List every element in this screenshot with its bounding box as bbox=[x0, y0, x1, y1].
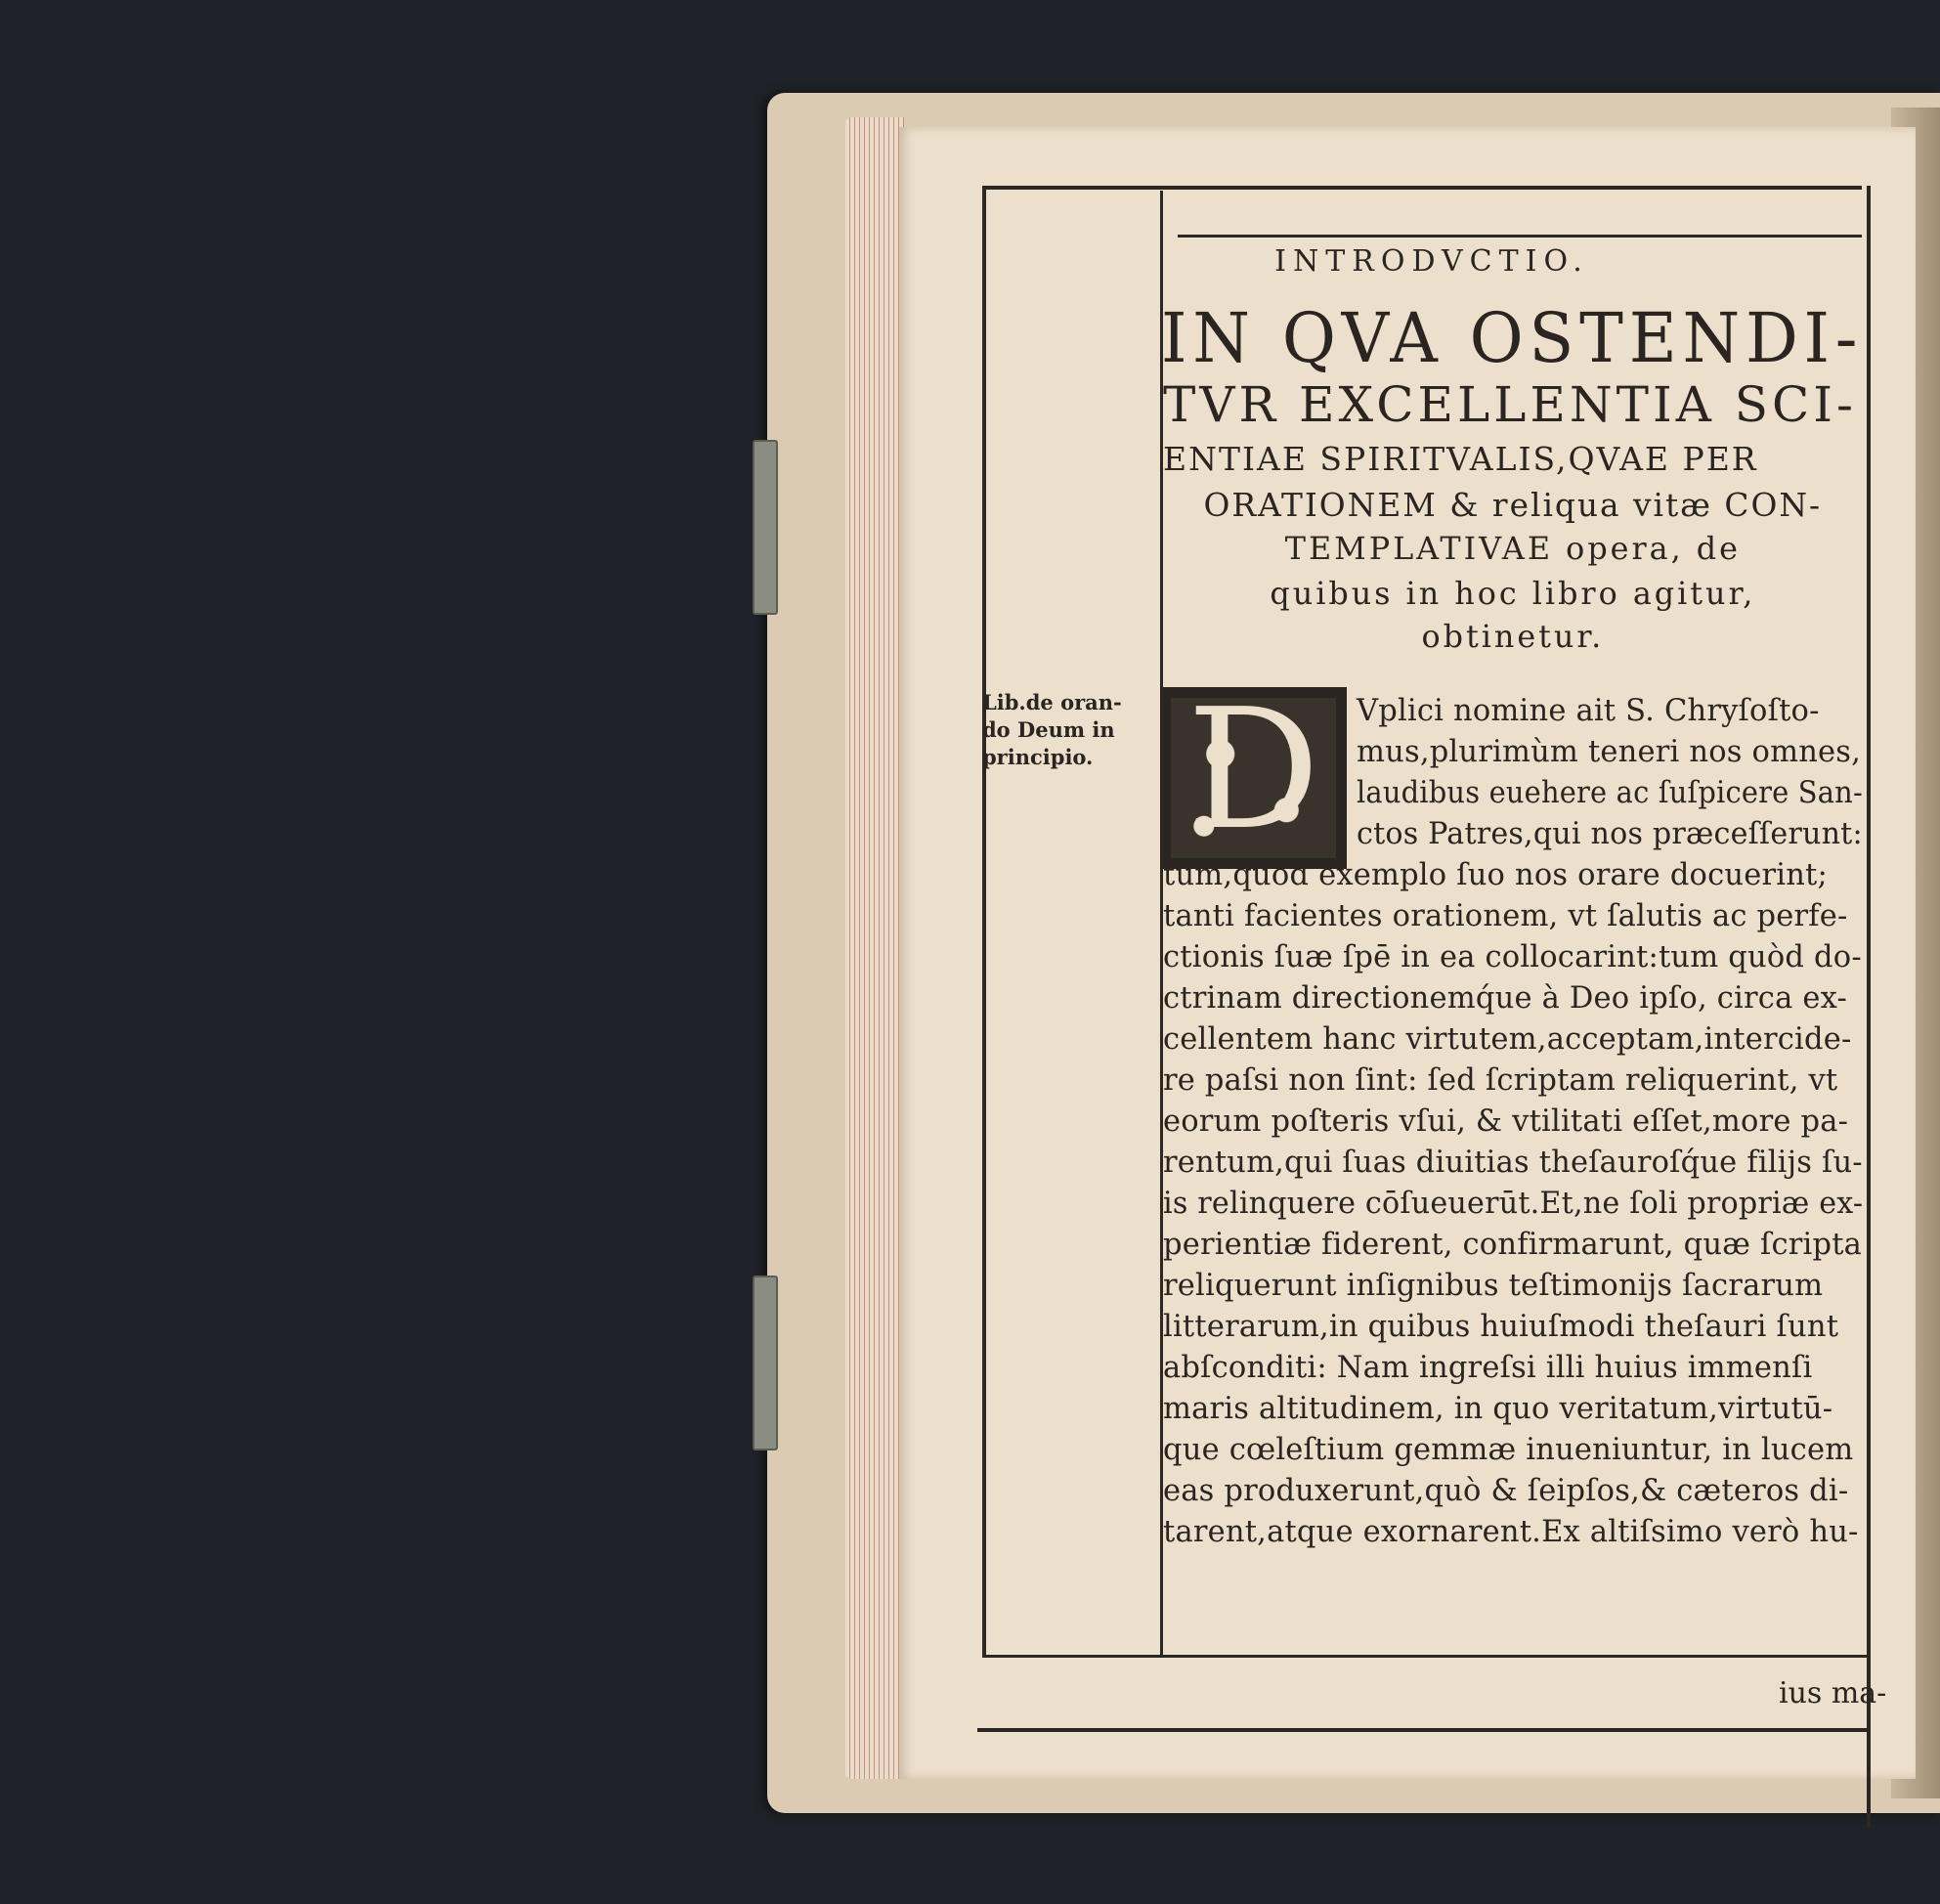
title-line-5: TEMPLATIVAE opera, de bbox=[1284, 530, 1741, 567]
body-line: tum,quòd exemplo ſuo nos orare docuerint; bbox=[1163, 858, 1828, 892]
body-line: reliquerunt inſignibus teſtimonijs ſacrarum bbox=[1163, 1269, 1824, 1303]
body-line: que cœleſtium gemmæ inueniuntur, in lucem bbox=[1163, 1433, 1854, 1467]
decorated-initial bbox=[1160, 673, 1347, 869]
margin-note-line: do Deum in bbox=[982, 717, 1115, 742]
body-line: tanti facientes orationem, vt ſalutis ac perfe- bbox=[1163, 899, 1848, 933]
body-line: re paſsi non ſint: ſed ſcriptam reliquerint, vt bbox=[1163, 1063, 1838, 1098]
section-label: INTRODVCTIO. bbox=[1274, 244, 1589, 279]
body-line: rentum,qui ſuas diuitias theſauroſq́ue filijs ſu- bbox=[1163, 1146, 1863, 1180]
body-line: is relinquere cōſueuerūt.Et,ne ſoli propriæ ex- bbox=[1163, 1187, 1864, 1221]
title-line-7: obtinetur. bbox=[1421, 618, 1605, 655]
outer-right-rule bbox=[1867, 186, 1871, 1828]
bottom-rule bbox=[977, 1728, 1867, 1732]
margin-note-line: principio. bbox=[982, 745, 1094, 769]
catchword: ius ma- bbox=[1779, 1676, 1887, 1710]
outer-left-rule bbox=[982, 186, 986, 1657]
body-line: ctionis ſuæ ſpē in ea collocarint:tum quòd do- bbox=[1163, 940, 1862, 974]
title-line-3: ENTIAE SPIRITVALIS,QVAE PER bbox=[1163, 440, 1758, 478]
body-line: ctrinam directionemq́ue à Deo ipſo, circa ex- bbox=[1163, 981, 1847, 1016]
body-line: maris altitudinem, in quo veritatum,virtutū- bbox=[1163, 1392, 1833, 1426]
body-line: eorum poſteris vſui, & vtilitati eſſet,more pa- bbox=[1163, 1104, 1849, 1139]
body-line: litterarum,in quibus huiuſmodi theſauri ſunt bbox=[1163, 1310, 1839, 1344]
lower-clasp-icon bbox=[753, 1276, 778, 1450]
upper-clasp-icon bbox=[753, 440, 778, 615]
body-line: tarent,atque exornarent.Ex altiſsimo verò hu- bbox=[1163, 1515, 1859, 1549]
body-line: ctos Patres,qui nos præceſſerunt: bbox=[1357, 817, 1863, 851]
page-edges bbox=[845, 117, 904, 1779]
title-line-1: IN QVA OSTENDI- bbox=[1161, 298, 1864, 378]
body-line: perientiæ fiderent, confirmarunt, quæ ſcripta bbox=[1163, 1228, 1863, 1262]
margin-note bbox=[982, 689, 1122, 771]
top-rule bbox=[982, 186, 1862, 190]
body-line: mus,plurimùm teneri nos omnes, bbox=[1357, 735, 1862, 769]
body-line: abſconditi: Nam ingreſsi illi huius immenſi bbox=[1163, 1351, 1813, 1385]
title-rule bbox=[1178, 235, 1862, 238]
text-bottom-rule bbox=[982, 1655, 1867, 1658]
title-line-4: ORATIONEM & reliqua vitæ CON- bbox=[1203, 486, 1823, 524]
initial-letter: D bbox=[1186, 673, 1320, 867]
title-line-6: quibus in hoc libro agitur, bbox=[1270, 575, 1756, 612]
body-line: eas produxerunt,quò & ſeipſos,& cæteros di- bbox=[1163, 1474, 1849, 1508]
title-line-2: TVR EXCELLENTIA SCI- bbox=[1163, 376, 1857, 433]
body-line: cellentem hanc virtutem,acceptam,intercide- bbox=[1163, 1022, 1852, 1057]
body-line: Vplici nomine ait S. Chryſoſto- bbox=[1357, 694, 1820, 728]
margin-note-line: Lib.de oran- bbox=[982, 690, 1122, 714]
body-line: laudibus euehere ac ſuſpicere San- bbox=[1357, 776, 1863, 810]
